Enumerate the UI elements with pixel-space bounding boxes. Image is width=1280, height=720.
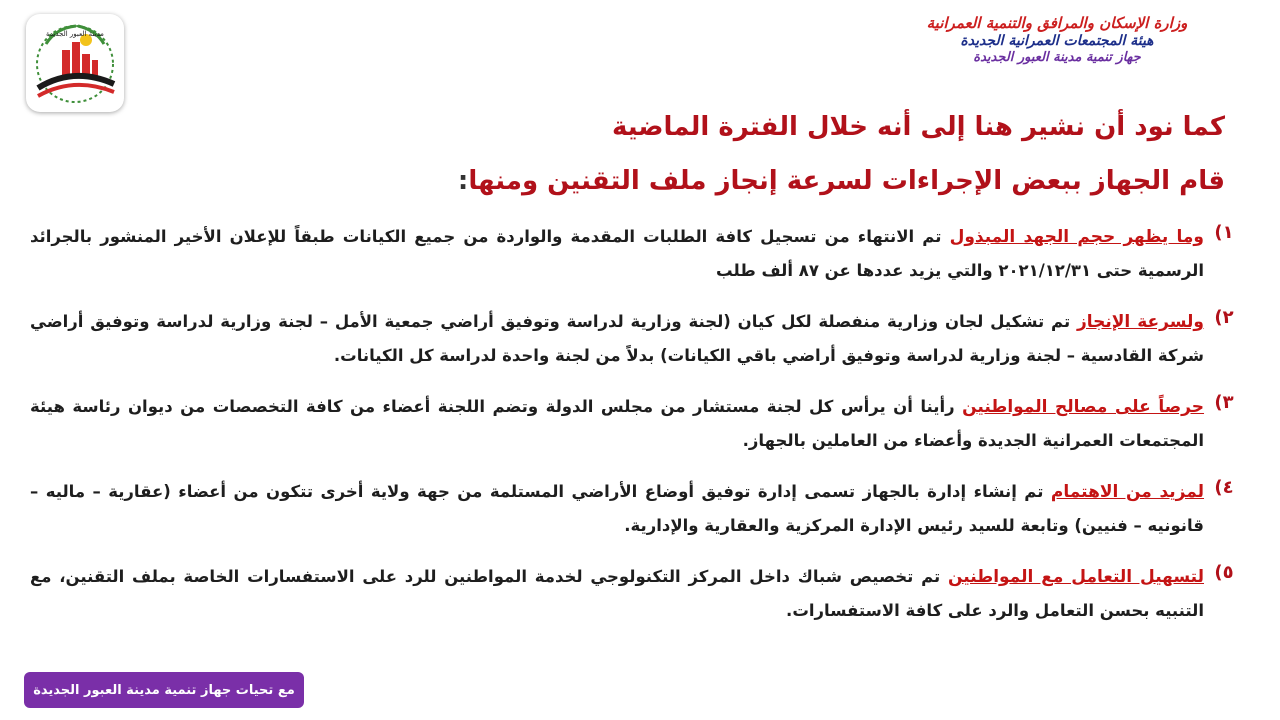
heading-line-2 xyxy=(458,166,1225,196)
authority-name: هيئة المجتمعات العمرانية الجديدة xyxy=(960,32,1154,49)
item-body xyxy=(30,390,1204,457)
item-number: ١) xyxy=(1214,222,1234,243)
list-item xyxy=(30,560,1244,627)
agency-name: جهاز تنمية مدينة العبور الجديدة xyxy=(973,50,1141,66)
item-number: ٢) xyxy=(1214,307,1234,328)
ministry-name: وزارة الإسكان والمرافق والتنمية العمرانية xyxy=(926,14,1188,32)
item-number: ٥) xyxy=(1214,562,1234,583)
item-text: تم تخصيص شباك داخل المركز التكنولوجي لخدمة المواطنين للرد على الاستفسارات الخاصة بملف التقنين، مع التنبيه بحسن التعامل والرد على كافة الاستفسارات. xyxy=(30,567,1204,620)
list-item xyxy=(30,390,1244,457)
item-body xyxy=(30,475,1204,542)
item-lead: حرصاً على مصالح المواطنين xyxy=(962,397,1205,417)
list-item xyxy=(30,305,1244,372)
procedures-list xyxy=(30,220,1244,645)
organization-header xyxy=(892,14,1222,67)
item-text: تم تشكيل لجان وزارية منفصلة لكل كيان (لجنة وزارية لدراسة وتوفيق أراضي جمعية الأمل – لجنة وزارية لدراسة وتوفيق أراضي شركة القادسية – لجنة وزارية لدراسة وتوفيق أراضي باقي الكيانات) بدلاً من لجنة واحدة لدراسة كل الكيانات. xyxy=(30,312,1204,365)
item-number: ٤) xyxy=(1214,477,1234,498)
item-lead: لمزيد من الاهتمام xyxy=(1050,482,1205,502)
item-number: ٣) xyxy=(1214,392,1234,413)
list-item xyxy=(30,220,1244,287)
item-body xyxy=(30,560,1204,627)
item-body xyxy=(30,305,1204,372)
item-body xyxy=(30,220,1204,287)
logo-text: مدينة العبور الجديدة xyxy=(46,30,104,38)
item-lead: لتسهيل التعامل مع المواطنين xyxy=(948,567,1204,587)
item-lead: وما يظهر حجم الجهد المبذول xyxy=(949,227,1204,247)
heading-line-1: كما نود أن نشير هنا إلى أنه خلال الفترة الماضية xyxy=(611,112,1225,142)
list-item xyxy=(30,475,1244,542)
item-text: تم إنشاء إدارة بالجهاز تسمى إدارة توفيق أوضاع الأراضي المستلمة من جهة ولاية أخرى تتكون من أعضاء (عقارية – ماليه – قانونيه – فنيين) وتابعة للسيد رئيس الإدارة المركزية والعقارية والإدارية. xyxy=(30,482,1204,535)
agency-logo xyxy=(26,14,124,112)
city-logo-emblem-icon xyxy=(26,14,124,112)
item-lead: ولسرعة الإنجاز xyxy=(1076,312,1204,332)
greeting-banner: مع تحيات جهاز تنمية مدينة العبور الجديدة xyxy=(24,672,304,708)
heading-colon: : xyxy=(457,166,469,196)
item-text: تم الانتهاء من تسجيل كافة الطلبات المقدمة والواردة من جميع الكيانات طبقاً للإعلان الأخير المنشور بالجرائد الرسمية حتى ٢٠٢١/١٢/٣١ والتي يزيد عددها عن ٨٧ ألف طلب xyxy=(30,227,1204,280)
heading-line-2-text: قام الجهاز ببعض الإجراءات لسرعة إنجاز ملف التقنين ومنها xyxy=(468,166,1225,196)
item-text: رأينا أن يرأس كل لجنة مستشار من مجلس الدولة وتضم اللجنة أعضاء من كافة التخصصات من ديوان رئاسة هيئة المجتمعات العمرانية الجديدة وأعضاء من العاملين بالجهاز. xyxy=(30,397,1204,450)
